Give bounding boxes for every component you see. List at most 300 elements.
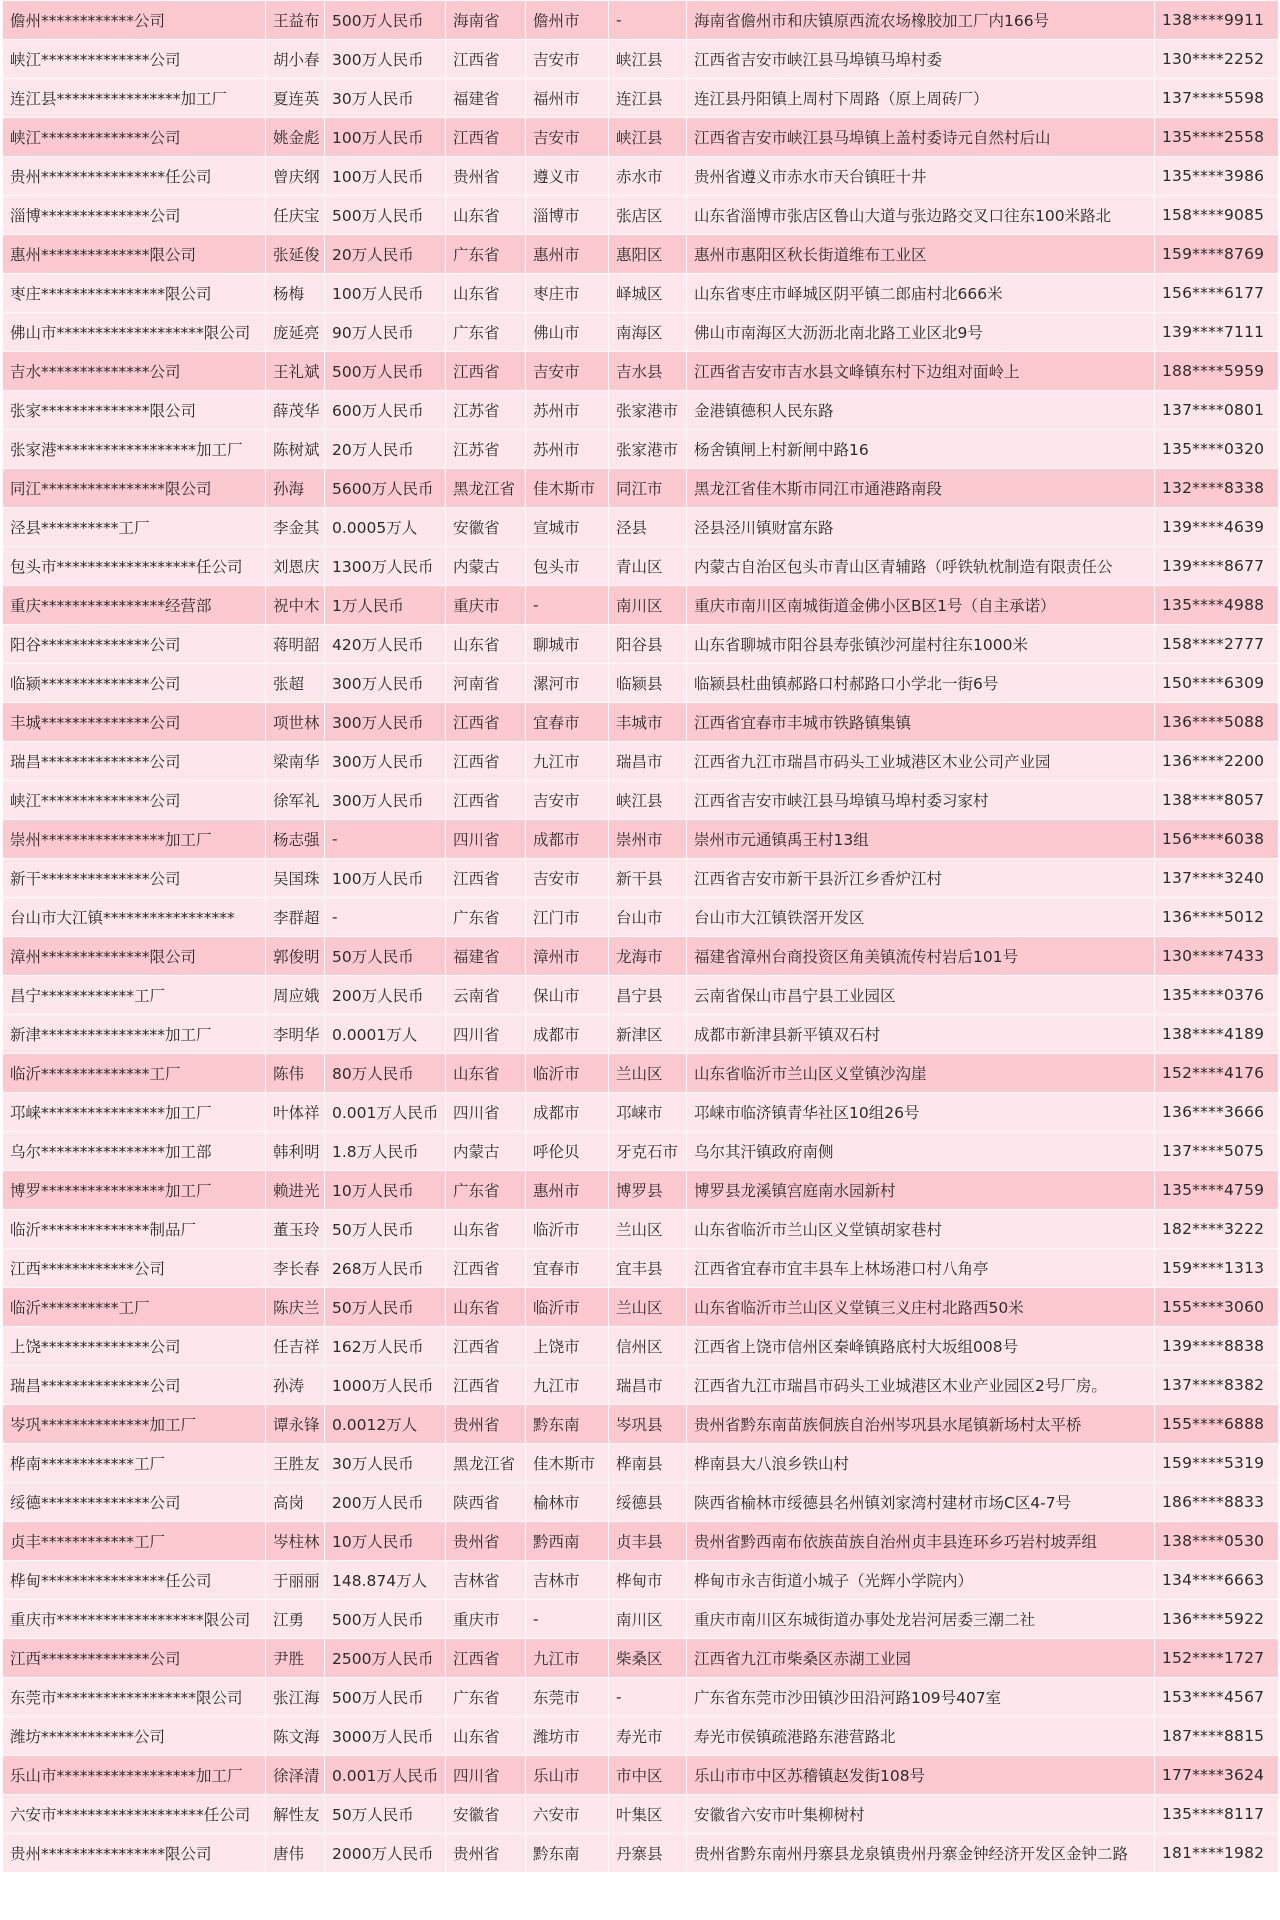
table-row	[3, 625, 1279, 664]
address-cell: 江西省宜春市宜丰县车上林场港口村八角亭	[687, 1249, 1155, 1288]
capital-cell: 268万人民币	[325, 1249, 446, 1288]
province-cell: 江西省	[446, 703, 526, 742]
table-row	[3, 1678, 1279, 1717]
capital-cell: 2500万人民币	[325, 1639, 446, 1678]
province-cell: 云南省	[446, 976, 526, 1015]
company-cell: 佛山市*******************限公司	[3, 313, 266, 352]
company-cell: 博罗****************加工厂	[3, 1171, 266, 1210]
person-cell: 孙海	[266, 469, 325, 508]
company-cell: 邛崃****************加工厂	[3, 1093, 266, 1132]
capital-cell: 50万人民币	[325, 1795, 446, 1834]
district-cell: 南川区	[609, 586, 687, 625]
capital-cell: -	[325, 820, 446, 859]
person-cell: 王益布	[266, 1, 325, 40]
district-cell: 博罗县	[609, 1171, 687, 1210]
company-cell: 桦南************工厂	[3, 1444, 266, 1483]
company-cell: 惠州**************限公司	[3, 235, 266, 274]
province-cell: 江苏省	[446, 430, 526, 469]
phone-cell: 135****3986	[1155, 157, 1279, 196]
table-row	[3, 118, 1279, 157]
province-cell: 广东省	[446, 1171, 526, 1210]
province-cell: 广东省	[446, 313, 526, 352]
company-cell: 上饶**************公司	[3, 1327, 266, 1366]
capital-cell: 162万人民币	[325, 1327, 446, 1366]
table-row	[3, 586, 1279, 625]
phone-cell: 135****4759	[1155, 1171, 1279, 1210]
province-cell: 四川省	[446, 820, 526, 859]
province-cell: 江苏省	[446, 391, 526, 430]
district-cell: 贞丰县	[609, 1522, 687, 1561]
phone-cell: 153****4567	[1155, 1678, 1279, 1717]
district-cell: 台山市	[609, 898, 687, 937]
district-cell: 南川区	[609, 1600, 687, 1639]
person-cell: 李群超	[266, 898, 325, 937]
person-cell: 祝中木	[266, 586, 325, 625]
company-cell: 枣庄****************限公司	[3, 274, 266, 313]
capital-cell: 20万人民币	[325, 235, 446, 274]
province-cell: 山东省	[446, 1210, 526, 1249]
city-cell: 九江市	[526, 742, 609, 781]
address-cell: 山东省淄博市张店区鲁山大道与张边路交叉口往东100米路北	[687, 196, 1155, 235]
district-cell: 兰山区	[609, 1054, 687, 1093]
address-cell: 江西省吉安市新干县沂江乡香炉江村	[687, 859, 1155, 898]
city-cell: 遵义市	[526, 157, 609, 196]
phone-cell: 158****2777	[1155, 625, 1279, 664]
city-cell: 成都市	[526, 820, 609, 859]
person-cell: 解性友	[266, 1795, 325, 1834]
address-cell: 黑龙江省佳木斯市同江市通港路南段	[687, 469, 1155, 508]
table-row	[3, 1756, 1279, 1795]
phone-cell: 186****8833	[1155, 1483, 1279, 1522]
province-cell: 江西省	[446, 1249, 526, 1288]
phone-cell: 150****6309	[1155, 664, 1279, 703]
company-cell: 岑巩**************加工厂	[3, 1405, 266, 1444]
table-row	[3, 274, 1279, 313]
table-row	[3, 40, 1279, 79]
person-cell: 曾庆纲	[266, 157, 325, 196]
table-row	[3, 1054, 1279, 1093]
district-cell: 叶集区	[609, 1795, 687, 1834]
capital-cell: 80万人民币	[325, 1054, 446, 1093]
phone-cell: 136****3666	[1155, 1093, 1279, 1132]
address-cell: 江西省九江市瑞昌市码头工业城港区木业产业园区2号厂房。	[687, 1366, 1155, 1405]
table-row	[3, 1132, 1279, 1171]
district-cell: 阳谷县	[609, 625, 687, 664]
province-cell: 福建省	[446, 937, 526, 976]
phone-cell: 177****3624	[1155, 1756, 1279, 1795]
table-row	[3, 1015, 1279, 1054]
phone-cell: 136****5088	[1155, 703, 1279, 742]
person-cell: 尹胜	[266, 1639, 325, 1678]
table-row	[3, 157, 1279, 196]
province-cell: 山东省	[446, 625, 526, 664]
table-row	[3, 781, 1279, 820]
capital-cell: 1300万人民币	[325, 547, 446, 586]
capital-cell: 600万人民币	[325, 391, 446, 430]
table-row	[3, 1444, 1279, 1483]
capital-cell: 90万人民币	[325, 313, 446, 352]
phone-cell: 135****2558	[1155, 118, 1279, 157]
company-cell: 贵州****************限公司	[3, 1834, 266, 1873]
district-cell: 泾县	[609, 508, 687, 547]
city-cell: 黔西南	[526, 1522, 609, 1561]
table-row	[3, 1171, 1279, 1210]
table-row	[3, 1639, 1279, 1678]
district-cell: 新干县	[609, 859, 687, 898]
district-cell: 昌宁县	[609, 976, 687, 1015]
city-cell: 吉安市	[526, 118, 609, 157]
district-cell: 惠阳区	[609, 235, 687, 274]
address-cell: 台山市大江镇铁滘开发区	[687, 898, 1155, 937]
company-cell: 重庆****************经营部	[3, 586, 266, 625]
address-cell: 江西省宜春市丰城市铁路镇集镇	[687, 703, 1155, 742]
city-cell: 宜春市	[526, 1249, 609, 1288]
province-cell: 内蒙古	[446, 547, 526, 586]
capital-cell: 3000万人民币	[325, 1717, 446, 1756]
capital-cell: 300万人民币	[325, 742, 446, 781]
province-cell: 山东省	[446, 274, 526, 313]
company-cell: 六安市*******************任公司	[3, 1795, 266, 1834]
table-row	[3, 703, 1279, 742]
phone-cell: 188****5959	[1155, 352, 1279, 391]
province-cell: 江西省	[446, 1327, 526, 1366]
company-cell: 同江****************限公司	[3, 469, 266, 508]
city-cell: 惠州市	[526, 1171, 609, 1210]
address-cell: 江西省九江市柴桑区赤湖工业园	[687, 1639, 1155, 1678]
province-cell: 广东省	[446, 1678, 526, 1717]
district-cell: 南海区	[609, 313, 687, 352]
district-cell: -	[609, 1678, 687, 1717]
person-cell: 赖进光	[266, 1171, 325, 1210]
table-row	[3, 1288, 1279, 1327]
phone-cell: 135****4988	[1155, 586, 1279, 625]
capital-cell: 100万人民币	[325, 157, 446, 196]
city-cell: 淄博市	[526, 196, 609, 235]
province-cell: 江西省	[446, 859, 526, 898]
province-cell: 江西省	[446, 40, 526, 79]
capital-cell: 1.8万人民币	[325, 1132, 446, 1171]
table-row	[3, 313, 1279, 352]
phone-cell: 130****7433	[1155, 937, 1279, 976]
table-row	[3, 1834, 1279, 1873]
person-cell: 徐军礼	[266, 781, 325, 820]
district-cell: 牙克石市	[609, 1132, 687, 1171]
person-cell: 郭俊明	[266, 937, 325, 976]
address-cell: 重庆市南川区东城街道办事处龙岩河居委三潮二社	[687, 1600, 1155, 1639]
company-cell: 临沂**********工厂	[3, 1288, 266, 1327]
person-cell: 任庆宝	[266, 196, 325, 235]
city-cell: 成都市	[526, 1093, 609, 1132]
company-cell: 峡江**************公司	[3, 118, 266, 157]
capital-cell: 0.0001万人	[325, 1015, 446, 1054]
person-cell: 韩利明	[266, 1132, 325, 1171]
table-row	[3, 1522, 1279, 1561]
province-cell: 贵州省	[446, 157, 526, 196]
phone-cell: 138****9911	[1155, 1, 1279, 40]
capital-cell: 30万人民币	[325, 1444, 446, 1483]
phone-cell: 159****1313	[1155, 1249, 1279, 1288]
province-cell: 山东省	[446, 1717, 526, 1756]
district-cell: 赤水市	[609, 157, 687, 196]
company-cell: 连江县****************加工厂	[3, 79, 266, 118]
city-cell: 聊城市	[526, 625, 609, 664]
phone-cell: 152****4176	[1155, 1054, 1279, 1093]
person-cell: 唐伟	[266, 1834, 325, 1873]
province-cell: 贵州省	[446, 1834, 526, 1873]
district-cell: 信州区	[609, 1327, 687, 1366]
city-cell: 榆林市	[526, 1483, 609, 1522]
district-cell: 宜丰县	[609, 1249, 687, 1288]
address-cell: 金港镇德积人民东路	[687, 391, 1155, 430]
district-cell: 临颍县	[609, 664, 687, 703]
phone-cell: 158****9085	[1155, 196, 1279, 235]
table-row	[3, 1717, 1279, 1756]
province-cell: 吉林省	[446, 1561, 526, 1600]
phone-cell: 139****4639	[1155, 508, 1279, 547]
company-cell: 临颍**************公司	[3, 664, 266, 703]
address-cell: 山东省临沂市兰山区义堂镇三义庄村北路西50米	[687, 1288, 1155, 1327]
phone-cell: 137****3240	[1155, 859, 1279, 898]
district-cell: 张家港市	[609, 391, 687, 430]
phone-cell: 134****6663	[1155, 1561, 1279, 1600]
table-row	[3, 1483, 1279, 1522]
phone-cell: 156****6177	[1155, 274, 1279, 313]
province-cell: 四川省	[446, 1015, 526, 1054]
company-cell: 阳谷**************公司	[3, 625, 266, 664]
city-cell: 九江市	[526, 1639, 609, 1678]
capital-cell: 50万人民币	[325, 1288, 446, 1327]
address-cell: 山东省枣庄市峄城区阴平镇二郎庙村北666米	[687, 274, 1155, 313]
city-cell: 黔东南	[526, 1405, 609, 1444]
company-cell: 东莞市******************限公司	[3, 1678, 266, 1717]
address-cell: 江西省吉安市峡江县马埠镇马埠村委习家村	[687, 781, 1155, 820]
phone-cell: 136****5922	[1155, 1600, 1279, 1639]
company-cell: 淄博**************公司	[3, 196, 266, 235]
table-row	[3, 1561, 1279, 1600]
address-cell: 江西省吉安市吉水县文峰镇东村下边组对面岭上	[687, 352, 1155, 391]
address-cell: 福建省漳州台商投资区角美镇流传村岩后101号	[687, 937, 1155, 976]
table-row	[3, 898, 1279, 937]
capital-cell: 50万人民币	[325, 1210, 446, 1249]
phone-cell: 159****5319	[1155, 1444, 1279, 1483]
company-cell: 重庆市*******************限公司	[3, 1600, 266, 1639]
table-row	[3, 1210, 1279, 1249]
person-cell: 项世林	[266, 703, 325, 742]
person-cell: 吴国珠	[266, 859, 325, 898]
company-cell: 贞丰************工厂	[3, 1522, 266, 1561]
phone-cell: 138****0530	[1155, 1522, 1279, 1561]
phone-cell: 135****0320	[1155, 430, 1279, 469]
table-row	[3, 430, 1279, 469]
person-cell: 李金其	[266, 508, 325, 547]
capital-cell: 100万人民币	[325, 859, 446, 898]
person-cell: 王礼斌	[266, 352, 325, 391]
district-cell: 同江市	[609, 469, 687, 508]
capital-cell: 50万人民币	[325, 937, 446, 976]
person-cell: 李明华	[266, 1015, 325, 1054]
company-cell: 包头市******************任公司	[3, 547, 266, 586]
address-cell: 杨舍镇闸上村新闸中路16	[687, 430, 1155, 469]
company-cell: 临沂**************工厂	[3, 1054, 266, 1093]
address-cell: 贵州省黔西南布依族苗族自治州贞丰县连环乡巧岩村坡弄组	[687, 1522, 1155, 1561]
person-cell: 蒋明韶	[266, 625, 325, 664]
city-cell: 吉安市	[526, 352, 609, 391]
phone-cell: 155****6888	[1155, 1405, 1279, 1444]
person-cell: 周应娥	[266, 976, 325, 1015]
district-cell: 龙海市	[609, 937, 687, 976]
city-cell: 临沂市	[526, 1054, 609, 1093]
city-cell: 苏州市	[526, 430, 609, 469]
person-cell: 江勇	[266, 1600, 325, 1639]
table-row	[3, 1093, 1279, 1132]
city-cell: 苏州市	[526, 391, 609, 430]
company-cell: 新干**************公司	[3, 859, 266, 898]
capital-cell: -	[325, 898, 446, 937]
address-cell: 泾县泾川镇财富东路	[687, 508, 1155, 547]
province-cell: 河南省	[446, 664, 526, 703]
address-cell: 山东省聊城市阳谷县寿张镇沙河崖村往东1000米	[687, 625, 1155, 664]
capital-cell: 0.0012万人	[325, 1405, 446, 1444]
city-cell: 九江市	[526, 1366, 609, 1405]
table-row	[3, 1795, 1279, 1834]
city-cell: 上饶市	[526, 1327, 609, 1366]
province-cell: 广东省	[446, 235, 526, 274]
phone-cell: 137****5075	[1155, 1132, 1279, 1171]
company-cell: 张家港******************加工厂	[3, 430, 266, 469]
table-row	[3, 1249, 1279, 1288]
city-cell: 东莞市	[526, 1678, 609, 1717]
phone-cell: 135****0376	[1155, 976, 1279, 1015]
district-cell: 岑巩县	[609, 1405, 687, 1444]
address-cell: 贵州省遵义市赤水市天台镇旺十井	[687, 157, 1155, 196]
address-cell: 江西省上饶市信州区秦峰镇路底村大坂组008号	[687, 1327, 1155, 1366]
address-cell: 乐山市市中区苏稽镇赵发街108号	[687, 1756, 1155, 1795]
province-cell: 四川省	[446, 1093, 526, 1132]
city-cell: 宜春市	[526, 703, 609, 742]
capital-cell: 5600万人民币	[325, 469, 446, 508]
capital-cell: 200万人民币	[325, 1483, 446, 1522]
phone-cell: 138****4189	[1155, 1015, 1279, 1054]
city-cell: 保山市	[526, 976, 609, 1015]
table-row	[3, 820, 1279, 859]
table-row	[3, 742, 1279, 781]
district-cell: 兰山区	[609, 1210, 687, 1249]
address-cell: 江西省吉安市峡江县马埠镇上盖村委诗元自然村后山	[687, 118, 1155, 157]
capital-cell: 100万人民币	[325, 274, 446, 313]
person-cell: 于丽丽	[266, 1561, 325, 1600]
address-cell: 山东省临沂市兰山区义堂镇沙沟崖	[687, 1054, 1155, 1093]
district-cell: 瑞昌市	[609, 742, 687, 781]
company-cell: 乌尔****************加工部	[3, 1132, 266, 1171]
capital-cell: 100万人民币	[325, 118, 446, 157]
province-cell: 内蒙古	[446, 1132, 526, 1171]
province-cell: 广东省	[446, 898, 526, 937]
capital-cell: 200万人民币	[325, 976, 446, 1015]
phone-cell: 139****7111	[1155, 313, 1279, 352]
capital-cell: 300万人民币	[325, 781, 446, 820]
person-cell: 刘恩庆	[266, 547, 325, 586]
address-cell: 内蒙古自治区包头市青山区青辅路（呼铁轨枕制造有限责任公	[687, 547, 1155, 586]
city-cell: 吉安市	[526, 859, 609, 898]
table-row	[3, 859, 1279, 898]
phone-cell: 152****1727	[1155, 1639, 1279, 1678]
district-cell: 绥德县	[609, 1483, 687, 1522]
capital-cell: 0.001万人民币	[325, 1093, 446, 1132]
capital-cell: 500万人民币	[325, 1600, 446, 1639]
person-cell: 张江海	[266, 1678, 325, 1717]
capital-cell: 10万人民币	[325, 1171, 446, 1210]
person-cell: 任吉祥	[266, 1327, 325, 1366]
province-cell: 四川省	[446, 1756, 526, 1795]
city-cell: 临沂市	[526, 1288, 609, 1327]
phone-cell: 137****5598	[1155, 79, 1279, 118]
person-cell: 王胜友	[266, 1444, 325, 1483]
province-cell: 山东省	[446, 1288, 526, 1327]
capital-cell: 20万人民币	[325, 430, 446, 469]
address-cell: 连江县丹阳镇上周村下周路（原上周砖厂）	[687, 79, 1155, 118]
company-cell: 潍坊************公司	[3, 1717, 266, 1756]
person-cell: 陈庆兰	[266, 1288, 325, 1327]
district-cell: 峡江县	[609, 781, 687, 820]
capital-cell: 300万人民币	[325, 40, 446, 79]
district-cell: 新津区	[609, 1015, 687, 1054]
table-row	[3, 1366, 1279, 1405]
phone-cell: 135****8117	[1155, 1795, 1279, 1834]
phone-cell: 136****5012	[1155, 898, 1279, 937]
province-cell: 重庆市	[446, 586, 526, 625]
person-cell: 陈文海	[266, 1717, 325, 1756]
table-row	[3, 235, 1279, 274]
district-cell: 桦甸市	[609, 1561, 687, 1600]
company-cell: 峡江**************公司	[3, 781, 266, 820]
person-cell: 叶体祥	[266, 1093, 325, 1132]
address-cell: 山东省临沂市兰山区义堂镇胡家巷村	[687, 1210, 1155, 1249]
province-cell: 江西省	[446, 352, 526, 391]
city-cell: 包头市	[526, 547, 609, 586]
city-cell: -	[526, 1600, 609, 1639]
company-cell: 儋州************公司	[3, 1, 266, 40]
city-cell: 乐山市	[526, 1756, 609, 1795]
company-cell: 张家**************限公司	[3, 391, 266, 430]
city-cell: 黔东南	[526, 1834, 609, 1873]
address-cell: 临颍县杜曲镇郝路口村郝路口小学北一街6号	[687, 664, 1155, 703]
person-cell: 夏连英	[266, 79, 325, 118]
person-cell: 陈伟	[266, 1054, 325, 1093]
phone-cell: 159****8769	[1155, 235, 1279, 274]
phone-cell: 132****8338	[1155, 469, 1279, 508]
city-cell: 吉林市	[526, 1561, 609, 1600]
city-cell: 福州市	[526, 79, 609, 118]
company-cell: 桦甸****************任公司	[3, 1561, 266, 1600]
city-cell: 佛山市	[526, 313, 609, 352]
person-cell: 薛茂华	[266, 391, 325, 430]
table-row	[3, 469, 1279, 508]
city-cell: 潍坊市	[526, 1717, 609, 1756]
address-cell: 海南省儋州市和庆镇原西流农场橡胶加工厂内166号	[687, 1, 1155, 40]
district-cell: 兰山区	[609, 1288, 687, 1327]
phone-cell: 136****2200	[1155, 742, 1279, 781]
table-row	[3, 547, 1279, 586]
city-cell: 临沂市	[526, 1210, 609, 1249]
city-cell: 宣城市	[526, 508, 609, 547]
company-cell: 乐山市******************加工厂	[3, 1756, 266, 1795]
capital-cell: 10万人民币	[325, 1522, 446, 1561]
capital-cell: 1万人民币	[325, 586, 446, 625]
person-cell: 杨梅	[266, 274, 325, 313]
company-cell: 贵州****************任公司	[3, 157, 266, 196]
company-cell: 丰城**************公司	[3, 703, 266, 742]
person-cell: 张超	[266, 664, 325, 703]
